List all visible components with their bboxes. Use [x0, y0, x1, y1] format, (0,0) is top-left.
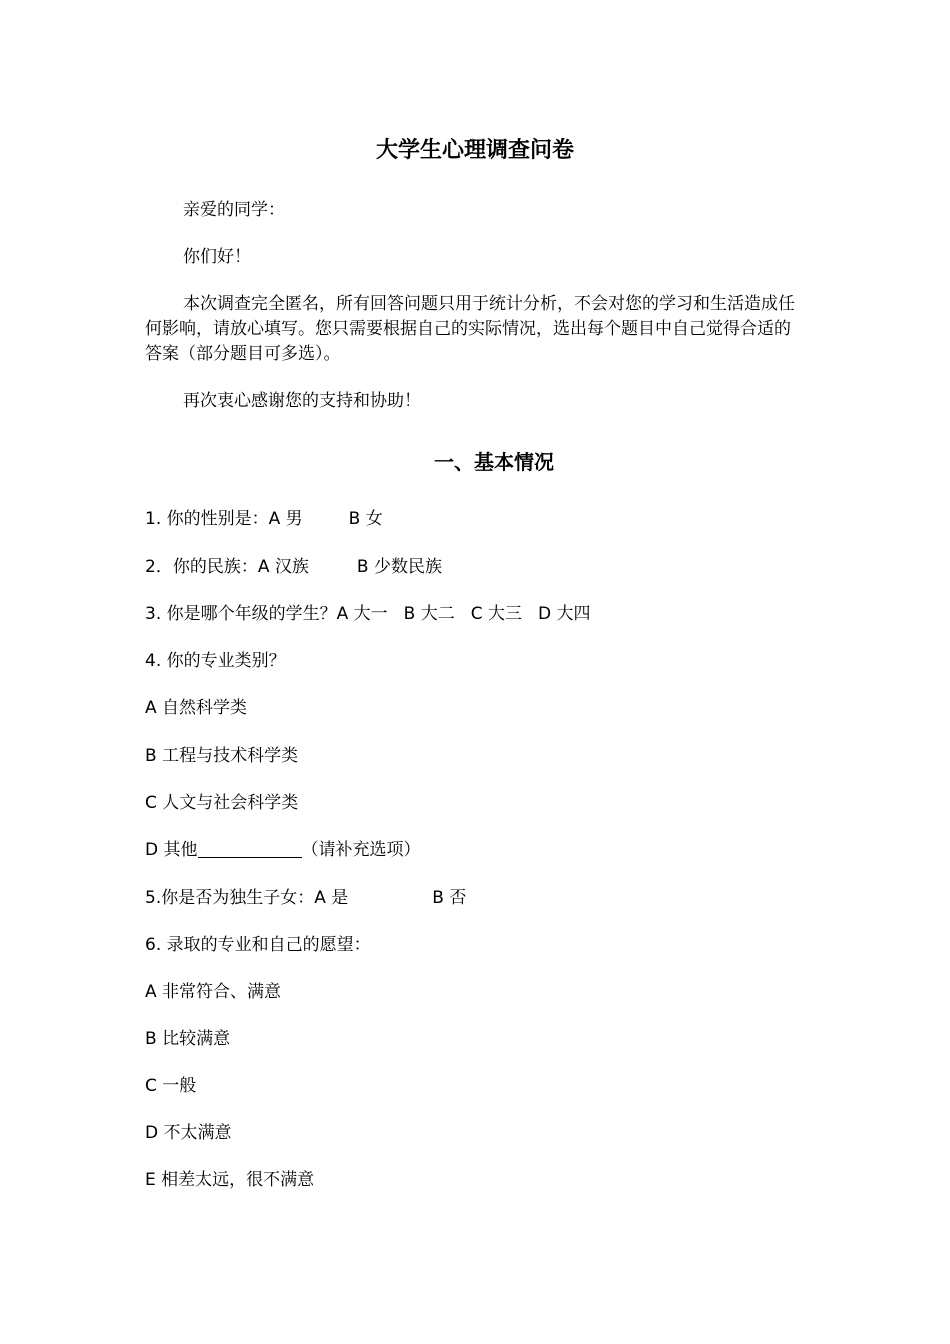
- question-2: [145, 555, 442, 580]
- other-fill-blank[interactable]: [198, 839, 302, 858]
- intro-paragraph: 本次调查完全匿名，所有回答问题只用于统计分析，不会对您的学习和生活造成任何影响，请放心填写。您只需要根据自己的实际情况，选出每个题目中自己觉得合适的答案（部分题目可多选）。: [145, 294, 795, 364]
- option-freshman[interactable]: A 大一: [336, 604, 388, 624]
- thanks-line: 再次衷心感谢您的支持和协助！: [183, 391, 421, 411]
- hello-line: 你们好！: [183, 247, 251, 267]
- option-han[interactable]: A 汉族: [257, 557, 309, 577]
- option-minority[interactable]: B 少数民族: [356, 557, 442, 577]
- question-1-prompt: 1. 你的性别是：: [145, 509, 269, 529]
- option-yes[interactable]: A 是: [314, 888, 349, 908]
- option-other-note: （请补充选项）: [301, 840, 421, 860]
- option-female[interactable]: B 女: [348, 509, 383, 529]
- option-unsatisfied[interactable]: D 不太满意: [145, 1123, 232, 1143]
- question-2-prompt: 2．你的民族：: [145, 557, 258, 577]
- question-3: [145, 602, 591, 627]
- section-title: 一、基本情况: [434, 450, 554, 474]
- question-1: [145, 507, 383, 532]
- option-other: [145, 838, 421, 863]
- option-engineering[interactable]: B 工程与技术科学类: [145, 746, 299, 766]
- option-no[interactable]: B 否: [432, 888, 467, 908]
- question-5: [145, 886, 466, 911]
- greeting: 亲爱的同学：: [183, 200, 285, 220]
- option-very-satisfied[interactable]: A 非常符合、满意: [145, 982, 282, 1002]
- question-6-prompt: 6. 录取的专业和自己的愿望：: [145, 935, 371, 955]
- option-senior[interactable]: D 大四: [538, 604, 591, 624]
- option-junior[interactable]: C 大三: [470, 604, 523, 624]
- option-male[interactable]: A 男: [268, 509, 303, 529]
- option-humanities[interactable]: C 人文与社会科学类: [145, 793, 299, 813]
- option-natural-science[interactable]: A 自然科学类: [145, 698, 248, 718]
- option-neutral[interactable]: C 一般: [145, 1076, 197, 1096]
- option-sophomore[interactable]: B 大二: [403, 604, 455, 624]
- document-title: 大学生心理调查问卷: [375, 138, 574, 163]
- question-5-prompt: 5.你是否为独生子女：: [145, 888, 315, 908]
- option-satisfied[interactable]: B 比较满意: [145, 1029, 231, 1049]
- question-4-prompt: 4. 你的专业类别？: [145, 651, 286, 671]
- option-other-label[interactable]: D 其他: [145, 840, 198, 860]
- question-3-prompt: 3. 你是哪个年级的学生？: [145, 604, 337, 624]
- option-very-unsatisfied[interactable]: E 相差太远，很不满意: [145, 1170, 315, 1190]
